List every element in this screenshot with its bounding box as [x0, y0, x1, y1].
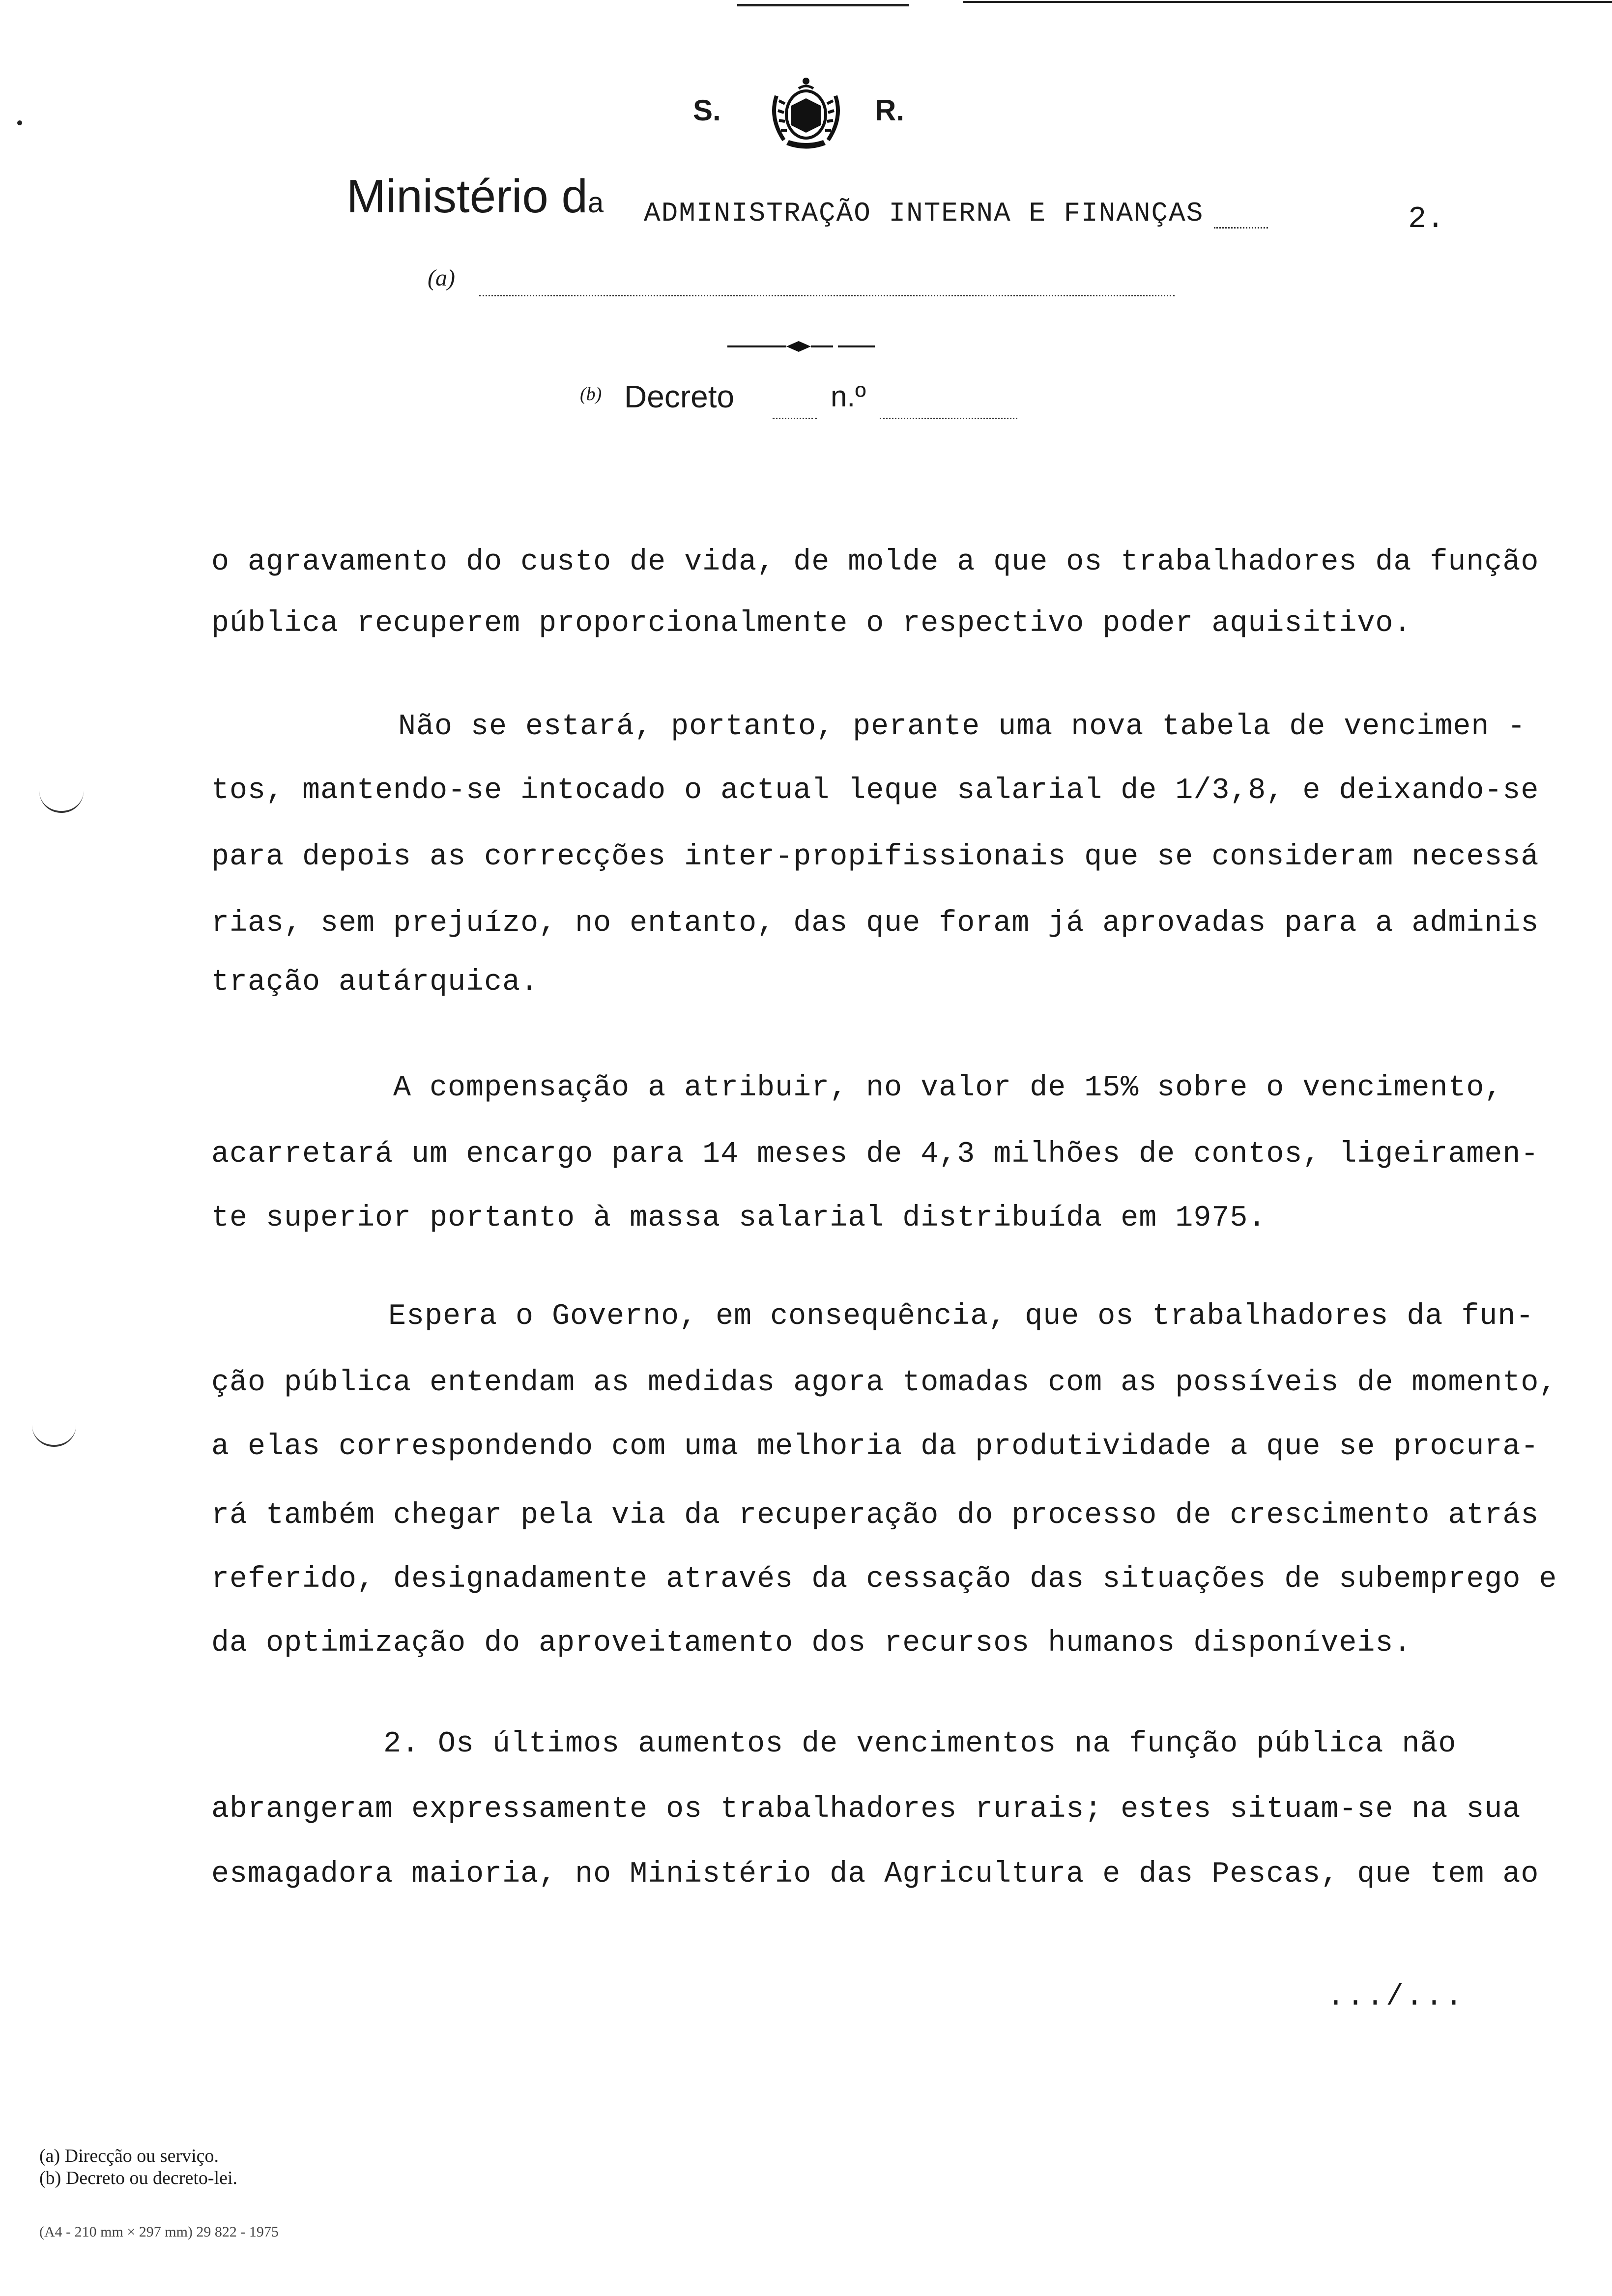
body-line: abrangeram expressamente os trabalhadores rurais; estes situam-se na sua [211, 1793, 1521, 1826]
decree-dotted-short [773, 418, 817, 419]
letterhead-s: S. [693, 94, 721, 127]
body-line: pública recuperem proporcionalmente o respectivo poder aquisitivo. [211, 607, 1412, 640]
body-line: referido, designadamente através da cessação das situações de subemprego e [211, 1563, 1557, 1596]
body-line: o agravamento do custo de vida, de molde a que os trabalhadores da função [211, 545, 1539, 579]
decree-label: Decreto [624, 379, 735, 414]
body-line: te superior portanto à massa salarial distribuída em 1975. [211, 1202, 1267, 1235]
ministry-name: ADMINISTRAÇÃO INTERNA E FINANÇAS [644, 198, 1204, 229]
ornament-divider [727, 339, 875, 354]
decree-dotted-number [880, 418, 1017, 419]
coat-of-arms-emblem [764, 71, 848, 152]
page-number: 2. [1408, 201, 1445, 236]
continuation-mark: .../... [1327, 1980, 1465, 2014]
body-line: para depois as correcções inter-propifissionais que se consideram necessá [211, 840, 1539, 874]
ministry-prefix-a: a [587, 187, 604, 219]
ministry-prefix-text: Ministério d [346, 170, 588, 223]
direction-marker: (a) [428, 265, 455, 291]
ministry-dotted-leader [1214, 227, 1268, 229]
margin-mark [32, 1425, 76, 1447]
print-code: (A4 - 210 mm × 297 mm) 29 822 - 1975 [39, 2224, 279, 2240]
top-rule-right [963, 1, 1612, 3]
body-line: rá também chegar pela via da recuperação do processo de crescimento atrás [211, 1499, 1539, 1532]
margin-mark [39, 791, 84, 813]
body-line: da optimização do aproveitamento dos recursos humanos disponíveis. [211, 1627, 1412, 1660]
margin-dot [17, 120, 22, 125]
body-line: rias, sem prejuízo, no entanto, das que foram já aprovadas para a adminis [211, 907, 1539, 940]
body-line: Espera o Governo, em consequência, que os trabalhadores da fun- [388, 1300, 1534, 1333]
top-rule-left [737, 4, 909, 6]
body-line: A compensação a atribuir, no valor de 15% sobre o vencimento, [393, 1071, 1503, 1105]
body-line: a elas correspondendo com uma melhoria da produtividade a que se procura- [211, 1430, 1539, 1464]
decree-number-label: n.º [831, 380, 866, 413]
footnote-a: (a) Direcção ou serviço. [39, 2146, 219, 2166]
body-line: Não se estará, portanto, perante uma nova tabela de vencimen - [398, 710, 1526, 744]
footnote-b: (b) Decreto ou decreto-lei. [39, 2168, 238, 2188]
letterhead-r: R. [875, 94, 904, 127]
decree-marker: (b) [580, 384, 602, 404]
body-line: acarretará um encargo para 14 meses de 4,3 milhões de contos, ligeiramen- [211, 1138, 1539, 1171]
body-line: ção pública entendam as medidas agora tomadas com as possíveis de momento, [211, 1366, 1557, 1400]
body-line: tos, mantendo-se intocado o actual leque salarial de 1/3,8, e deixando-se [211, 774, 1539, 807]
ministry-prefix [346, 170, 604, 224]
body-line: esmagadora maioria, no Ministério da Agricultura e das Pescas, que tem ao [211, 1858, 1539, 1891]
body-line: tração autárquica. [211, 966, 539, 999]
direction-dotted-line [479, 295, 1175, 296]
body-line: 2. Os últimos aumentos de vencimentos na função pública não [383, 1727, 1457, 1761]
